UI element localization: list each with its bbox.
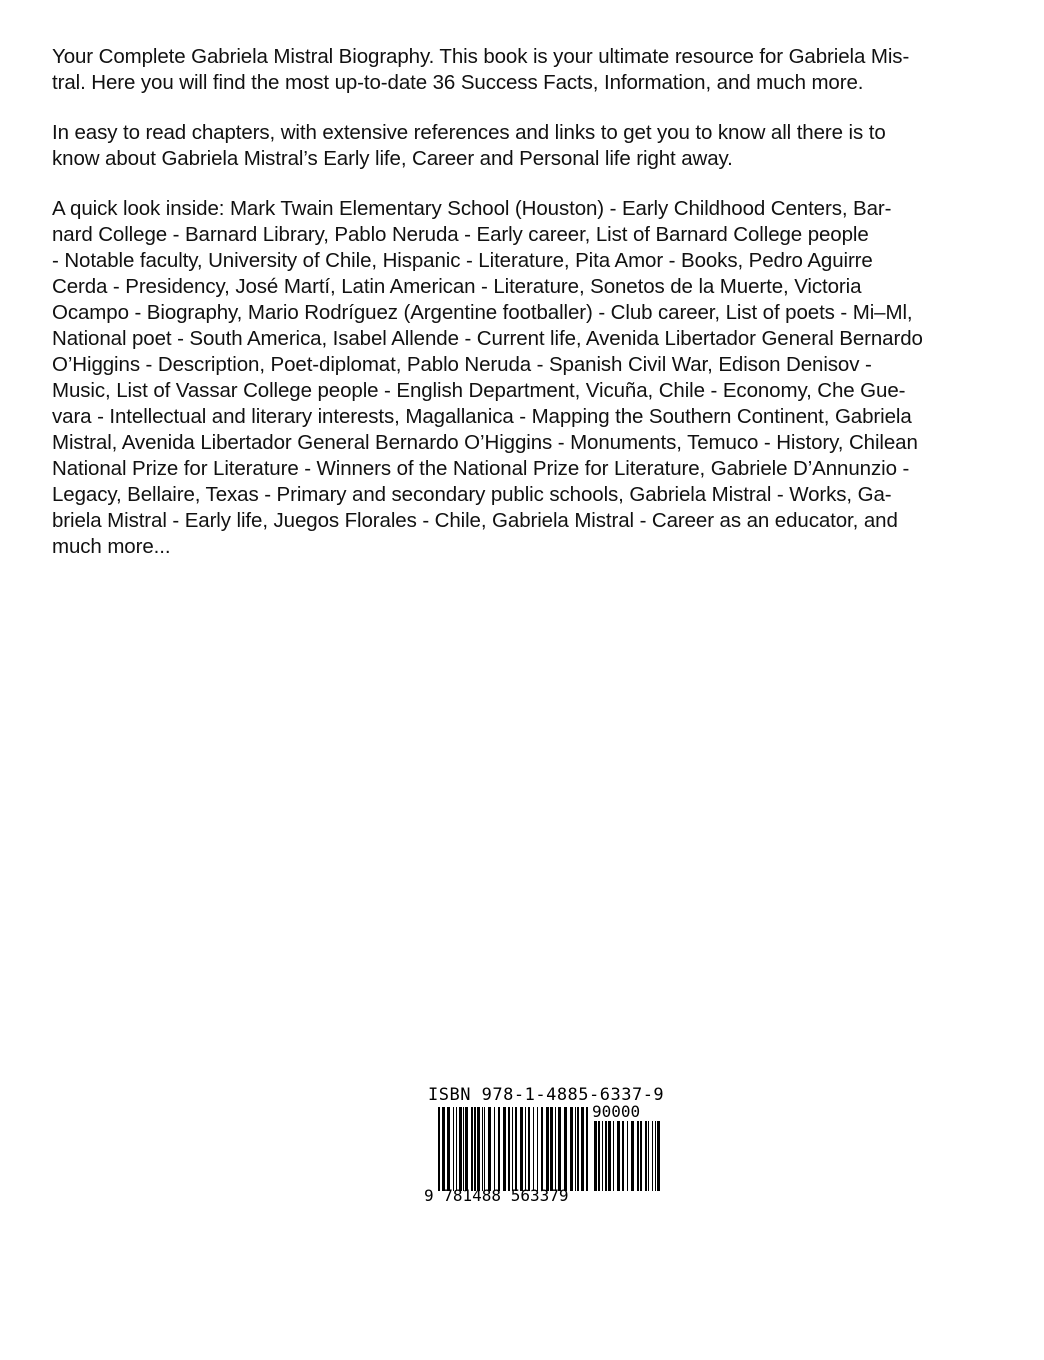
text-line: National Prize for Literature - Winners of the National Prize for Literature, Gabriele D’Annunzio - xyxy=(52,457,910,480)
barcode-bar xyxy=(657,1121,660,1191)
text-line: much more... xyxy=(52,535,171,558)
barcode-bar xyxy=(459,1107,462,1191)
barcode-bar xyxy=(498,1107,500,1191)
text-line: know about Gabriela Mistral’s Early life, Career and Personal life right away. xyxy=(52,147,733,170)
ean-digits: 9 781488 563379 xyxy=(424,1186,569,1205)
text-line: - Notable faculty, University of Chile, Hispanic - Literature, Pita Amor - Books, Pedro Aguirre xyxy=(52,249,873,272)
barcode-bar xyxy=(463,1107,464,1191)
isbn-label: ISBN 978-1-4885-6337-9 xyxy=(428,1085,665,1105)
text-line: tral. Here you will find the most up-to-date 36 Success Facts, Information, and much more. xyxy=(52,71,864,94)
barcode-bar xyxy=(474,1107,476,1191)
description-paragraph-2 xyxy=(52,120,992,172)
text-line: briela Mistral - Early life, Juegos Florales - Chile, Gabriela Mistral - Career as an educator, and xyxy=(52,509,898,532)
barcode-bar xyxy=(577,1107,579,1191)
barcode-bar xyxy=(508,1107,510,1191)
barcode-bar xyxy=(622,1121,624,1191)
barcode-bar xyxy=(645,1121,647,1191)
text-line: Ocampo - Biography, Mario Rodríguez (Argentine footballer) - Club career, List of poets - Mi–Ml, xyxy=(52,301,913,324)
barcode-bar xyxy=(581,1107,584,1191)
barcode-bar xyxy=(575,1107,576,1191)
barcode-bar xyxy=(652,1121,653,1191)
barcode-bar xyxy=(442,1107,445,1191)
text-line: National poet - South America, Isabel Allende - Current life, Avenida Libertador General Bernardo xyxy=(52,327,923,350)
text-line: Legacy, Bellaire, Texas - Primary and secondary public schools, Gabriela Mistral - Works, Ga- xyxy=(52,483,892,506)
barcode-bar xyxy=(608,1121,611,1191)
isbn-barcode xyxy=(424,1085,664,1210)
barcode-bar xyxy=(631,1121,634,1191)
addon-barcode-bars xyxy=(594,1121,660,1191)
barcode-bar xyxy=(605,1121,607,1191)
text-line: A quick look inside: Mark Twain Elementary School (Houston) - Early Childhood Centers, Bar- xyxy=(52,197,892,220)
barcode-bar xyxy=(471,1107,473,1191)
text-line: In easy to read chapters, with extensive references and links to get you to know all there is to xyxy=(52,121,886,144)
barcode-bar xyxy=(564,1107,567,1191)
text-line: Music, List of Vassar College people - English Department, Vicuña, Chile - Economy, Che Gue- xyxy=(52,379,906,402)
barcode-bar xyxy=(594,1121,597,1191)
barcode-bar xyxy=(627,1121,628,1191)
barcode-bar xyxy=(494,1107,495,1191)
barcode-bar xyxy=(453,1107,454,1191)
text-line: Mistral, Avenida Libertador General Bernardo O’Higgins - Monuments, Temuco - History, Chilean xyxy=(52,431,918,454)
text-line: nard College - Barnard Library, Pablo Neruda - Early career, List of Barnard College people xyxy=(52,223,869,246)
description-paragraph-1 xyxy=(52,44,992,96)
barcode-bar xyxy=(541,1107,543,1191)
barcode-bar xyxy=(484,1107,485,1191)
barcode-bar xyxy=(512,1107,513,1191)
book-description xyxy=(52,44,992,584)
barcode-bar xyxy=(648,1121,649,1191)
barcode-bar xyxy=(613,1121,614,1191)
barcode-bar xyxy=(482,1107,483,1191)
barcode-bar xyxy=(477,1107,480,1191)
barcode-bar xyxy=(525,1107,526,1191)
barcode-bar xyxy=(637,1121,639,1191)
barcode-bar xyxy=(537,1107,538,1191)
barcode-bar xyxy=(570,1107,573,1191)
addon-price-label: 90000 xyxy=(592,1102,641,1121)
barcode-bar xyxy=(655,1121,656,1191)
barcode-bar xyxy=(586,1107,588,1191)
barcode-bar xyxy=(503,1107,506,1191)
barcode-bar xyxy=(546,1107,549,1191)
barcode-bar xyxy=(438,1107,440,1191)
barcode-bar xyxy=(456,1107,457,1191)
barcode-bar xyxy=(447,1107,450,1191)
barcode-bar xyxy=(558,1107,561,1191)
text-line: O’Higgins - Description, Poet-diplomat, Pablo Neruda - Spanish Civil War, Edison Denisov - xyxy=(52,353,872,376)
barcode-bar xyxy=(555,1107,556,1191)
text-line: Your Complete Gabriela Mistral Biography. This book is your ultimate resource for Gabriela Mis- xyxy=(52,45,910,68)
barcode-bar xyxy=(598,1121,600,1191)
description-paragraph-3 xyxy=(52,196,992,560)
barcode-bar xyxy=(617,1121,620,1191)
text-line: vara - Intellectual and literary interests, Magallanica - Mapping the Southern Continent, Gabriela xyxy=(52,405,912,428)
text-line: Cerda - Presidency, José Martí, Latin American - Literature, Sonetos de la Muerte, Victoria xyxy=(52,275,862,298)
barcode-bar xyxy=(488,1107,491,1191)
barcode-bar xyxy=(533,1107,534,1191)
barcode-bar xyxy=(520,1107,523,1191)
barcode-bar xyxy=(515,1107,517,1191)
ean13-barcode-bars xyxy=(438,1107,588,1191)
barcode-bar xyxy=(528,1107,530,1191)
barcode-bar xyxy=(550,1107,553,1191)
barcode-bar xyxy=(640,1121,642,1191)
barcode-bar xyxy=(465,1107,468,1191)
barcode-bar xyxy=(602,1121,603,1191)
